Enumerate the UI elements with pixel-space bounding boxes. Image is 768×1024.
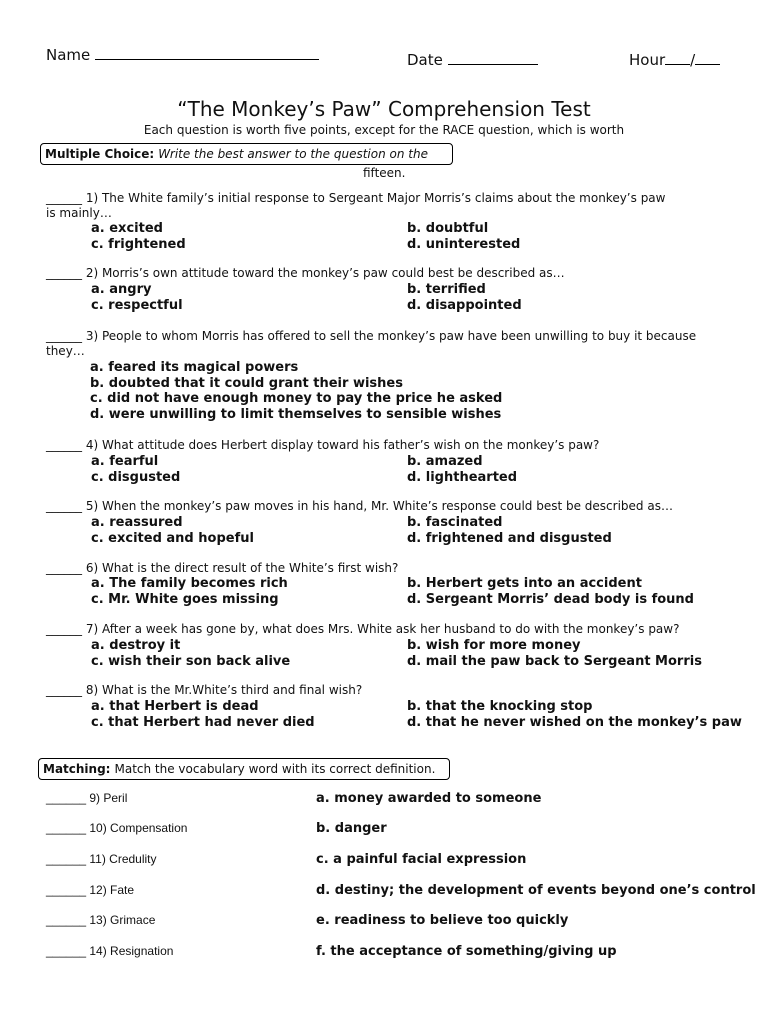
- question-6-option-b[interactable]: b. Herbert gets into an accident: [407, 576, 642, 591]
- hour-blank-2[interactable]: [695, 64, 720, 65]
- question-6-option-d[interactable]: d. Sergeant Morris’ dead body is found: [407, 592, 694, 607]
- date-label: Date: [407, 51, 443, 69]
- matching-definition-6: f. the acceptance of something/giving up: [316, 944, 617, 959]
- hour-blank-1[interactable]: [665, 64, 690, 65]
- question-2-option-c[interactable]: c. respectful: [91, 298, 183, 313]
- question-5: ______ 5) When the monkey’s paw moves in his hand, Mr. White’s response could best be described as…: [46, 499, 673, 513]
- question-2: ______ 2) Morris’s own attitude toward the monkey’s paw could best be described as…: [46, 266, 565, 280]
- matching-definition-3: c. a painful facial expression: [316, 852, 527, 867]
- question-7: ______ 7) After a week has gone by, what does Mrs. White ask her husband to do with the monkey’s paw?: [46, 622, 680, 636]
- question-2-option-b[interactable]: b. terrified: [407, 282, 486, 297]
- question-8-option-a[interactable]: a. that Herbert is dead: [91, 699, 259, 714]
- question-6: ______ 6) What is the direct result of the White’s first wish?: [46, 561, 399, 575]
- question-4-option-d[interactable]: d. lighthearted: [407, 470, 518, 485]
- name-label: Name: [46, 46, 91, 64]
- hour-slash: /: [690, 51, 696, 69]
- question-5-option-b[interactable]: b. fascinated: [407, 515, 503, 530]
- question-7-option-a[interactable]: a. destroy it: [91, 638, 181, 653]
- question-4-option-a[interactable]: a. fearful: [91, 454, 159, 469]
- question-3-option-b[interactable]: b. doubted that it could grant their wishes: [90, 375, 403, 391]
- name-blank[interactable]: [95, 59, 319, 60]
- matching-item-14: ______ 14) Resignation: [46, 944, 174, 958]
- matching-header: [38, 758, 450, 780]
- multiple-choice-header: [40, 143, 453, 165]
- question-1-option-c[interactable]: c. frightened: [91, 237, 186, 252]
- question-3-option-d[interactable]: d. were unwilling to limit themselves to sensible wishes: [90, 406, 502, 422]
- hour-label: Hour: [629, 51, 666, 69]
- question-3-continued: they…: [46, 344, 85, 358]
- question-1-option-a[interactable]: a. excited: [91, 221, 163, 236]
- question-8: ______ 8) What is the Mr.White’s third and final wish?: [46, 683, 363, 697]
- date-blank[interactable]: [448, 64, 538, 65]
- matching-instruction: Match the vocabulary word with its correct definition.: [114, 762, 436, 776]
- matching-item-11: ______ 11) Credulity: [46, 852, 157, 866]
- question-1-option-d[interactable]: d. uninterested: [407, 237, 521, 252]
- question-8-option-d[interactable]: d. that he never wished on the monkey’s paw: [407, 715, 742, 730]
- question-5-option-d[interactable]: d. frightened and disgusted: [407, 531, 612, 546]
- question-1-option-b[interactable]: b. doubtful: [407, 221, 489, 236]
- matching-definition-5: e. readiness to believe too quickly: [316, 913, 569, 928]
- question-4: ______ 4) What attitude does Herbert display toward his father’s wish on the monkey’s paw?: [46, 438, 600, 452]
- subtitle-line-1: Each question is worth five points, except for the RACE question, which is worth: [143, 123, 625, 137]
- matching-definition-2: b. danger: [316, 821, 387, 836]
- question-5-option-a[interactable]: a. reassured: [91, 515, 183, 530]
- matching-label: Matching:: [43, 762, 111, 776]
- question-6-option-c[interactable]: c. Mr. White goes missing: [91, 592, 279, 607]
- matching-item-10: ______ 10) Compensation: [46, 821, 188, 835]
- question-1-continued: is mainly…: [46, 206, 112, 220]
- multiple-choice-instruction: Write the best answer to the question on the: [158, 147, 428, 161]
- question-3-option-c[interactable]: c. did not have enough money to pay the price he asked: [90, 391, 503, 406]
- question-3-option-a[interactable]: a. feared its magical powers: [90, 360, 299, 375]
- multiple-choice-label: Multiple Choice:: [45, 147, 155, 161]
- question-6-option-a[interactable]: a. The family becomes rich: [91, 576, 288, 591]
- matching-definition-4: d. destiny; the development of events beyond one’s control: [316, 883, 756, 898]
- question-4-option-c[interactable]: c. disgusted: [91, 470, 181, 485]
- date-field[interactable]: [407, 51, 538, 69]
- matching-item-9: ______ 9) Peril: [46, 791, 128, 805]
- question-3: ______ 3) People to whom Morris has offered to sell the monkey’s paw have been unwilling to buy it because: [46, 329, 697, 343]
- question-5-option-c[interactable]: c. excited and hopeful: [91, 531, 254, 546]
- name-field[interactable]: [46, 46, 319, 64]
- question-7-option-b[interactable]: b. wish for more money: [407, 638, 581, 653]
- question-1: ______ 1) The White family’s initial response to Sergeant Major Morris’s claims about the monkey’s paw: [46, 191, 666, 205]
- matching-item-12: ______ 12) Fate: [46, 883, 135, 897]
- question-4-option-b[interactable]: b. amazed: [407, 454, 483, 469]
- question-8-option-c[interactable]: c. that Herbert had never died: [91, 715, 315, 730]
- question-8-option-b[interactable]: b. that the knocking stop: [407, 699, 593, 714]
- page-title: “The Monkey’s Paw” Comprehension Test: [177, 97, 591, 121]
- question-2-option-d[interactable]: d. disappointed: [407, 298, 522, 313]
- question-7-option-c[interactable]: c. wish their son back alive: [91, 654, 291, 669]
- hour-field[interactable]: [629, 51, 720, 69]
- question-7-option-d[interactable]: d. mail the paw back to Sergeant Morris: [407, 654, 702, 669]
- question-2-option-a[interactable]: a. angry: [91, 282, 152, 297]
- matching-item-13: ______ 13) Grimace: [46, 913, 156, 927]
- subtitle-line-2: fifteen.: [363, 166, 406, 180]
- matching-definition-1: a. money awarded to someone: [316, 791, 542, 806]
